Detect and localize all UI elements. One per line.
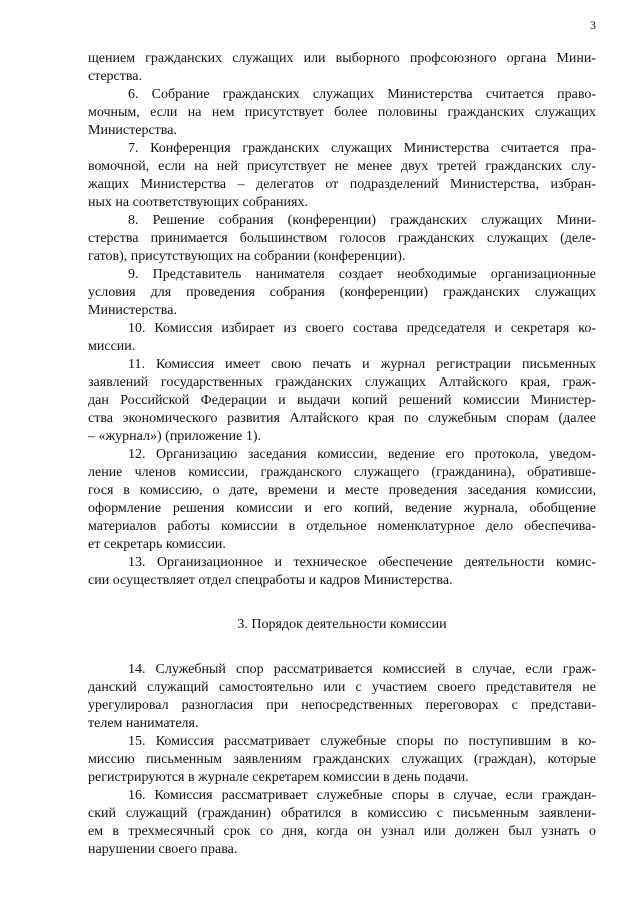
text-line: урегулировал разногласия при непосредственных переговорах с представи- bbox=[88, 698, 596, 713]
text-line: 8. Решение собрания (конференции) гражданских служащих Мини- bbox=[128, 213, 596, 228]
text-line: 9. Представитель нанимателя создает необходимые организационные bbox=[128, 267, 596, 282]
text-line: регистрируются в журнале секретарем комиссии в день подачи. bbox=[88, 770, 469, 785]
text-line: заявлений государственных гражданских служащих Алтайского края, граж- bbox=[88, 375, 596, 390]
text-line: 14. Служебный спор рассматривается комиссией в случае, если граж- bbox=[128, 662, 596, 677]
section-heading: 3. Порядок деятельности комиссии bbox=[237, 617, 447, 632]
text-line: стерства. bbox=[88, 69, 143, 84]
page-number: 3 bbox=[590, 18, 596, 32]
text-line: Министерства. bbox=[88, 123, 177, 138]
text-line: ных на соответствующих собраниях. bbox=[88, 195, 308, 210]
text-line: миссии. bbox=[88, 339, 136, 354]
text-line: стерства принимается большинством голосов гражданских служащих (деле- bbox=[88, 231, 596, 246]
text-line: ет секретарь комиссии. bbox=[88, 537, 226, 552]
text-line: оформление решения комиссии и его копий, ведение журнала, обобщение bbox=[88, 501, 596, 516]
text-line: 7. Конференция гражданских служащих Министерства считается пра- bbox=[128, 141, 596, 156]
text-line: 12. Организацию заседания комиссии, ведение его протокола, уведом- bbox=[128, 447, 596, 462]
paragraph-15 bbox=[88, 733, 596, 787]
text-line: телем нанимателя. bbox=[88, 716, 199, 731]
text-line: данский служащий самостоятельно или с участием своего представителя не bbox=[88, 680, 596, 695]
paragraph-12 bbox=[88, 446, 596, 554]
text-line: жащих Министерства – делегатов от подразделений Министерства, избран- bbox=[88, 177, 596, 192]
text-line: сии осуществляет отдел спецработы и кадров Министерства. bbox=[88, 573, 453, 588]
text-line: ление членов комиссии, гражданского служащего (гражданина), обративше- bbox=[88, 465, 596, 480]
text-line: нарушении своего права. bbox=[88, 842, 238, 857]
paragraph-9 bbox=[88, 266, 596, 320]
paragraph-10 bbox=[88, 320, 596, 356]
document-body bbox=[88, 50, 596, 859]
text-line: материалов работы комиссии в отдельное номенклатурное дело обеспечива- bbox=[88, 519, 596, 534]
paragraph-continuation bbox=[88, 50, 596, 86]
text-line: 16. Комиссия рассматривает служебные споры в случае, если граждан- bbox=[128, 788, 596, 803]
text-line: миссию письменным заявлениям гражданских служащих (граждан), которые bbox=[88, 752, 596, 767]
text-line: мочным, если на нем присутствует более половины гражданских служащих bbox=[88, 105, 596, 120]
paragraph-16 bbox=[88, 787, 596, 859]
text-line: Министерства. bbox=[88, 303, 177, 318]
text-line: 15. Комиссия рассматривает служебные споры по поступившим в ко- bbox=[128, 734, 596, 749]
text-line: условия для проведения собрания (конференции) гражданских служащих bbox=[88, 285, 596, 300]
text-line: ства экономического развития Алтайского края по служебным спорам (далее bbox=[88, 411, 596, 426]
text-line: гося в комиссию, о дате, времени и месте проведения заседания комиссии, bbox=[88, 483, 596, 498]
text-line: – «журнал») (приложение 1). bbox=[88, 429, 261, 444]
text-line: 13. Организационное и техническое обеспечение деятельности комис- bbox=[128, 555, 596, 570]
paragraph-13 bbox=[88, 554, 596, 590]
text-line: 10. Комиссия избирает из своего состава председателя и секретаря ко- bbox=[128, 321, 596, 336]
paragraph-8 bbox=[88, 212, 596, 266]
text-line: ем в трехмесячный срок со дня, когда он узнал или должен был узнать о bbox=[88, 824, 596, 839]
text-line: вомочной, если на ней присутствует не менее двух третей гражданских слу- bbox=[88, 159, 596, 174]
text-line: ский служащий (гражданин) обратился в комиссию с письменным заявлени- bbox=[88, 806, 596, 821]
text-line: 6. Собрание гражданских служащих Министерства считается право- bbox=[128, 87, 596, 102]
paragraph-14 bbox=[88, 661, 596, 733]
paragraph-6 bbox=[88, 86, 596, 140]
text-line: дан Российской Федерации и выдачи копий решений комиссии Министер- bbox=[88, 393, 596, 408]
text-line: щением гражданских служащих или выборного профсоюзного органа Мини- bbox=[88, 51, 596, 66]
text-line: 11. Комиссия имеет свою печать и журнал регистрации письменных bbox=[128, 357, 596, 372]
text-line: гатов), присутствующих на собрании (конференции). bbox=[88, 249, 406, 264]
paragraph-11 bbox=[88, 356, 596, 446]
paragraph-7 bbox=[88, 140, 596, 212]
